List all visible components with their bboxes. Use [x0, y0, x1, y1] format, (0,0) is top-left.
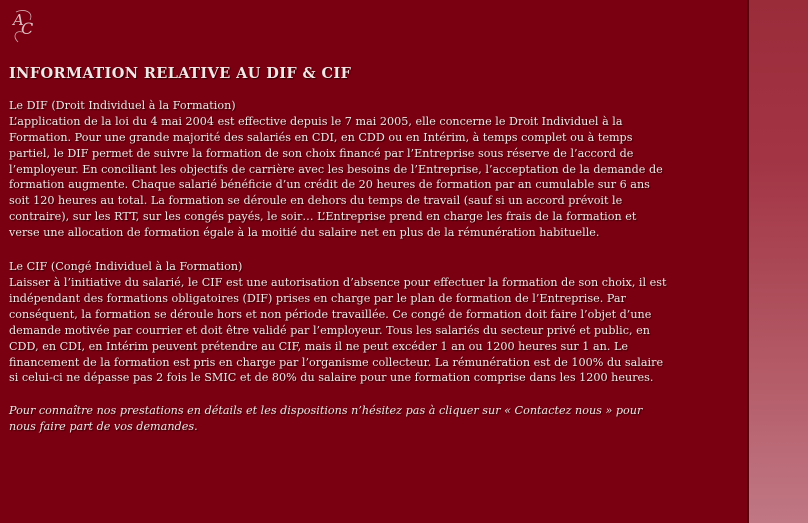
cif-body: Laisser à l’initiative du salarié, le CIF est une autorisation d’absence pour effectuer la formation de son choix, il est indépendant des formations obligatoires (DIF) prises en charge par le plan de formation de l’Entreprise. Par conséquent, la formation se déroule hors et non période travaillée. Ce congé de formation doit faire l’objet d’une demande motivée par courrier et doit être validé par l’employeur. Tous les salariés du secteur privé et public, en CDD, en CDI, en Intérim peuvent prétendre au CIF, mais il ne peut excéder 1 an ou 1200 heures sur 1 an. Le financement de la formation est pris en charge par l’organisme collecteur. La rémunération est de 100% du salaire si celui-ci ne dépasse pas 2 fois le SMIC et de 80% du salaire pour une formation comprise dans les 1200 heures.: [9, 275, 667, 385]
dif-heading: Le DIF (Droit Individuel à la Formation): [9, 98, 236, 112]
right-side-panel: [749, 0, 808, 523]
dif-body: L’application de la loi du 4 mai 2004 est effective depuis le 7 mai 2005, elle concerne le Droit Individuel à la Formation. Pour une grande majorité des salariés en CDI, en CDD ou en Intérim, à temps complet ou à temps partiel, le DIF permet de suivre la formation de son choix financé par l’Entreprise sous réserve de l’accord de l’employeur. En conciliant les objectifs de carrière avec les besoins de l’Entreprise, l’acceptation de la demande de formation augmente. Chaque salarié bénéficie d’un crédit de 20 heures de formation par an cumulable sur 6 ans soit 120 heures au total. La formation se déroule en dehors du temps de travail (sauf si un accord prévoit le contraire), sur les RTT, sur les congés payés, le soir… L’Entreprise prend en charge les frais de la formation et verse une allocation de formation égale à la moitié du salaire net en plus de la rémunération habituelle.: [9, 114, 663, 240]
contact-note: Pour connaître nos prestations en détails et les dispositions n’hésitez pas à cliquer sur « Contactez nous » pour nous faire part de vos demandes.: [9, 404, 643, 434]
svg-text:A: A: [13, 11, 24, 29]
main-content: [9, 66, 669, 435]
page-title: INFORMATION RELATIVE AU DIF & CIF: [9, 65, 352, 82]
svg-text:C: C: [21, 19, 34, 38]
monogram-logo-icon: [10, 8, 40, 44]
cif-heading: Le CIF (Congé Individuel à la Formation): [9, 260, 243, 274]
